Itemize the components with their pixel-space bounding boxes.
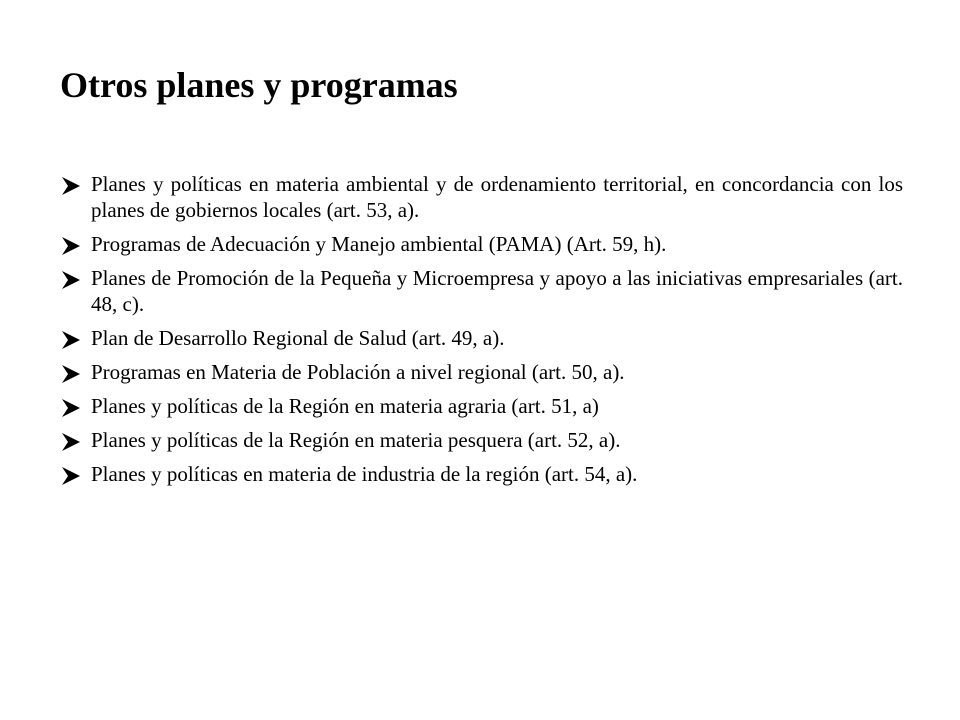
arrowhead-bullet-icon xyxy=(60,364,82,384)
slide-title: Otros planes y programas xyxy=(60,65,458,105)
bullet-text: Planes y políticas en materia ambiental y de ordenamiento territorial, en concordancia con los planes de gobiernos locales (art. 53, a). xyxy=(91,172,903,222)
bullet-text: Programas en Materia de Población a nivel regional (art. 50, a). xyxy=(91,360,625,384)
list-item xyxy=(60,325,903,351)
list-item xyxy=(60,461,903,487)
list-item xyxy=(60,171,903,223)
bullet-text: Planes y políticas en materia de industria de la región (art. 54, a). xyxy=(91,462,638,486)
list-item xyxy=(60,265,903,317)
arrowhead-bullet-icon xyxy=(60,330,82,350)
bullet-list xyxy=(60,171,903,495)
arrowhead-bullet-icon xyxy=(60,398,82,418)
bullet-text: Plan de Desarrollo Regional de Salud (art. 49, a). xyxy=(91,326,505,350)
bullet-text: Planes de Promoción de la Pequeña y Microempresa y apoyo a las iniciativas empresariales (art. 48, c). xyxy=(91,266,903,316)
bullet-text: Planes y políticas de la Región en materia agraria (art. 51, a) xyxy=(91,394,599,418)
arrowhead-bullet-icon xyxy=(60,432,82,452)
list-item xyxy=(60,393,903,419)
bullet-text: Planes y políticas de la Región en materia pesquera (art. 52, a). xyxy=(91,428,621,452)
arrowhead-bullet-icon xyxy=(60,466,82,486)
list-item xyxy=(60,427,903,453)
list-item xyxy=(60,359,903,385)
list-item xyxy=(60,231,903,257)
bullet-text: Programas de Adecuación y Manejo ambiental (PAMA) (Art. 59, h). xyxy=(91,232,667,256)
arrowhead-bullet-icon xyxy=(60,270,82,290)
arrowhead-bullet-icon xyxy=(60,236,82,256)
arrowhead-bullet-icon xyxy=(60,176,82,196)
